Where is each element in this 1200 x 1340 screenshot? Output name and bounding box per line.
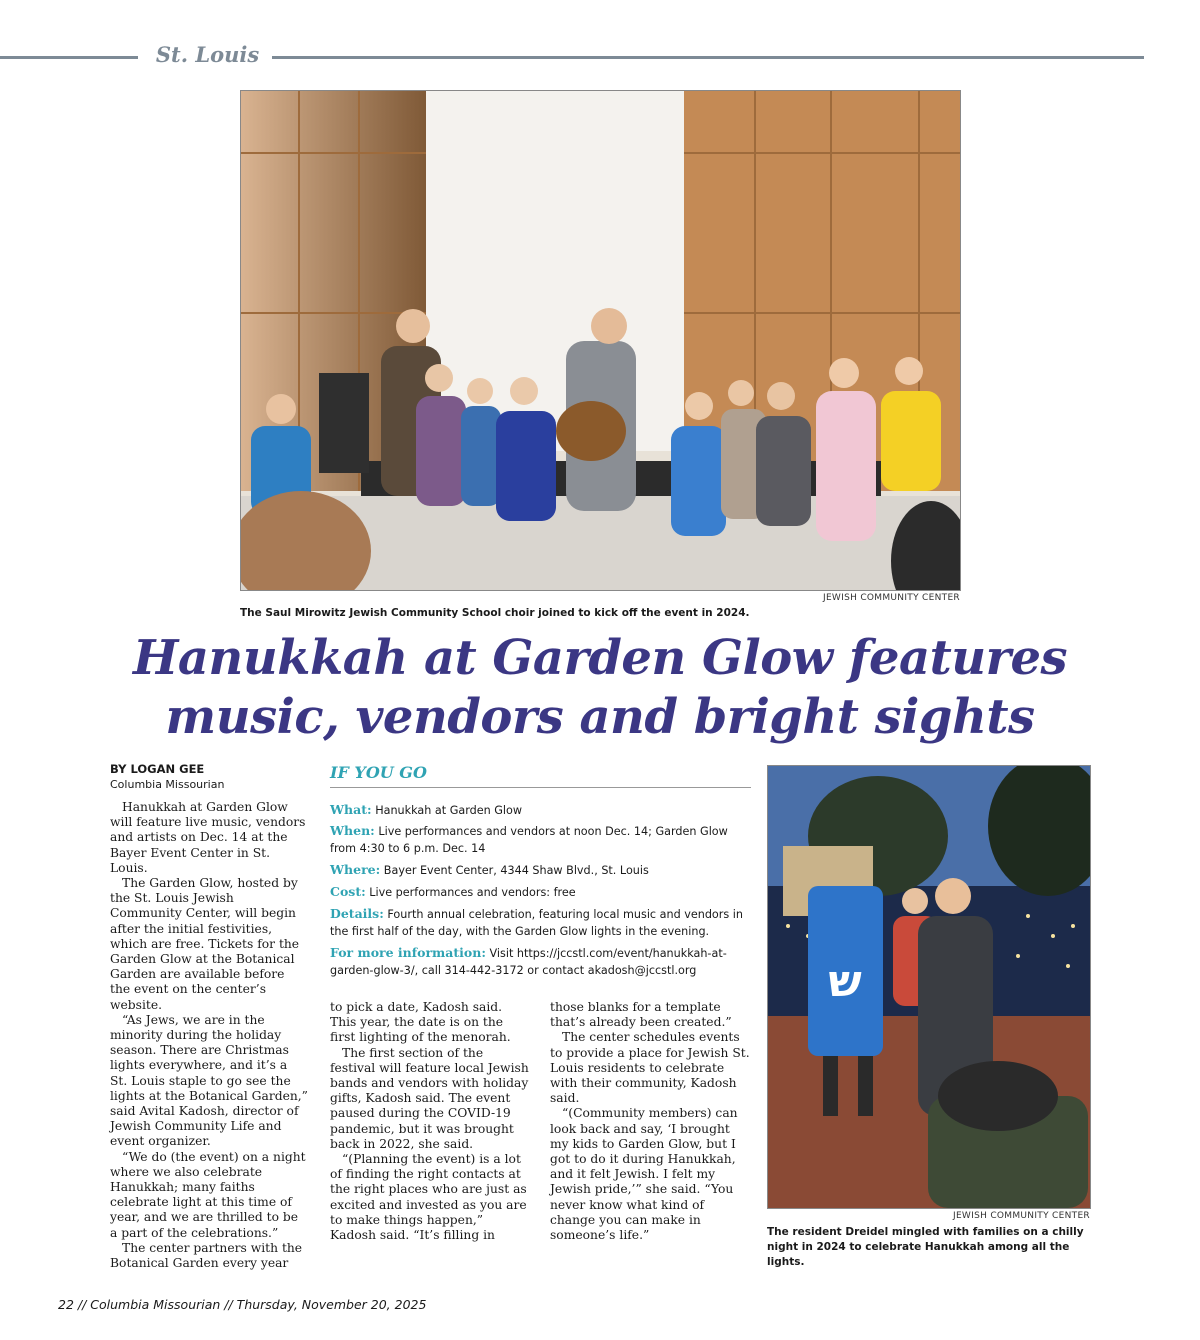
- headline-line-2: music, vendors and bright sights: [165, 689, 1035, 745]
- if-you-go-details: [330, 905, 751, 940]
- photo-credit-top: JEWISH COMMUNITY CENTER: [822, 593, 960, 603]
- if-you-go-what: [330, 801, 751, 819]
- iyg-label: Cost:: [330, 884, 366, 899]
- choir-photo: [240, 90, 961, 591]
- paragraph: The first section of the festival will feature local Jewish bands and vendors with holiday gifts, Kadosh said. The event paused during the COVID-19 pandemic, but it was brought back in 2022, she said.: [330, 1045, 529, 1151]
- if-you-go-info: [330, 944, 751, 979]
- section-label: St. Louis: [155, 42, 260, 67]
- paragraph: “(Community members) can look back and say, ‘I brought my kids to Garden Glow, but I got to do it during Hanukkah, and it felt Jewish. I felt my Jewish pride,’” she said. “You never know what kind of change you can make in someone’s life.”: [550, 1106, 738, 1243]
- paragraph: Hanukkah at Garden Glow will feature live music, vendors and artists on Dec. 14 at the Bayer Event Center in St. Louis.: [110, 800, 306, 875]
- if-you-go-cost: [330, 883, 751, 901]
- paragraph: “(Planning the event) is a lot of finding the right contacts at the right places who are just as excited and invested as you are to make things happen,” Kadosh said. “It’s filling in: [330, 1152, 527, 1243]
- iyg-label: For more information:: [330, 945, 486, 960]
- section-rule-right: [272, 56, 1144, 59]
- page-footer: 22 // Columbia Missourian // Thursday, November 20, 2025: [58, 1297, 427, 1312]
- if-you-go-rule: [330, 787, 751, 788]
- paragraph: “As Jews, we are in the minority during the holiday season. There are Christmas lights everywhere, and it’s a St. Louis staple to go see the lights at the Botanical Garden,” said Avital Kadosh, director of Jewish Community Life and event organizer.: [110, 1012, 308, 1149]
- article-column-3: [550, 1000, 750, 1243]
- iyg-label: Details:: [330, 906, 384, 921]
- if-you-go-where: [330, 861, 751, 879]
- byline-affiliation: Columbia Missourian: [110, 778, 225, 791]
- photo-caption-right: The resident Dreidel mingled with families on a chilly night in 2024 to celebrate Hanukkah among all the lights.: [767, 1226, 1084, 1268]
- if-you-go-title: IF YOU GO: [330, 763, 427, 782]
- paragraph: The center partners with the Botanical Garden every year: [110, 1240, 303, 1271]
- iyg-value: Fourth annual celebration, featuring local music and vendors in the first half of the day, with the Garden Glow lights in the evening.: [330, 908, 743, 938]
- svg-text:ש: ש: [828, 956, 862, 1007]
- byline-author: BY LOGAN GEE: [110, 762, 205, 776]
- iyg-value: Live performances and vendors: free: [369, 886, 576, 899]
- paragraph: to pick a date, Kadosh said. This year, the date is on the first lighting of the menorah.: [330, 1000, 511, 1045]
- paragraph: “We do (the event) on a night where we also celebrate Hanukkah; many faiths celebrate light at this time of year, and we are thrilled to be a part of the celebrations.”: [110, 1149, 306, 1240]
- dreidel-photo-illustration: [768, 766, 1090, 1208]
- paragraph: The Garden Glow, hosted by the St. Louis Jewish Community Center, will begin after the initial festivities, which are free. Tickets for the Garden Glow at the Botanical Garden are available before the event on the center’s website.: [110, 876, 300, 1012]
- choir-photo-illustration: [241, 91, 960, 590]
- iyg-label: Where:: [330, 862, 381, 877]
- article-column-2: [330, 1000, 530, 1243]
- photo-caption-top: The Saul Mirowitz Jewish Community School choir joined to kick off the event in 2024.: [240, 607, 750, 619]
- article-column-1: [110, 800, 308, 1271]
- paragraph: those blanks for a template that’s already been created.”: [550, 1000, 732, 1030]
- photo-credit-right: JEWISH COMMUNITY CENTER: [952, 1211, 1090, 1221]
- section-rule-left: [0, 56, 138, 59]
- iyg-label: What:: [330, 802, 372, 817]
- iyg-value: Visit https://jccstl.com/event/hanukkah-at-garden-glow-3/, call 314-442-3172 or contact akadosh@jccstl.org: [330, 947, 727, 977]
- iyg-value: Live performances and vendors at noon Dec. 14; Garden Glow from 4:30 to 6 p.m. Dec. 14: [330, 825, 728, 855]
- iyg-value: Bayer Event Center, 4344 Shaw Blvd., St. Louis: [383, 864, 649, 877]
- headline-line-1: Hanukkah at Garden Glow features: [132, 630, 1068, 686]
- if-you-go-when: [330, 822, 751, 857]
- iyg-label: When:: [330, 823, 375, 838]
- paragraph: The center schedules events to provide a place for Jewish St. Louis residents to celebrate with their community, Kadosh said.: [550, 1030, 750, 1106]
- iyg-value: Hanukkah at Garden Glow: [375, 804, 523, 817]
- dreidel-photo: [767, 765, 1091, 1209]
